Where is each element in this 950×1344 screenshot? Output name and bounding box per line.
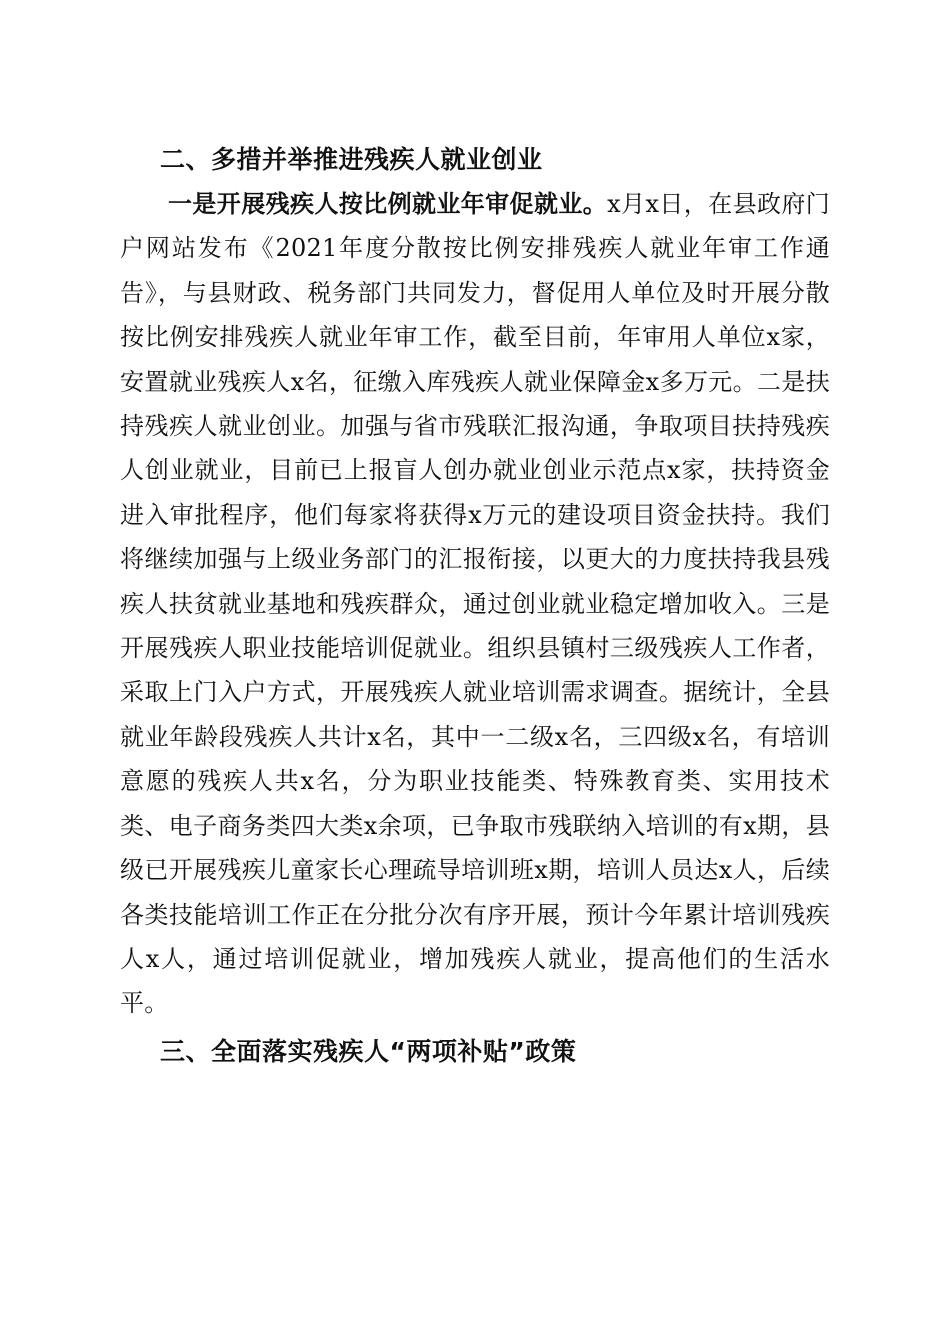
- paragraph-body-text: x月x日，在县政府门户网站发布《2021年度分散按比例安排残疾人就业年审工作通告》，与县财政、税务部门共同发力，督促用人单位及时开展分散按比例安排残疾人就业年审工作，截至目前，年审用人单位x家，安置就业残疾人x名，征缴入库残疾人就业保障金x多万元。二是扶持残疾人就业创业。加强与省市残联汇报沟通，争取项目扶持残疾人创业就业，目前已上报盲人创办就业创业示范点x家，扶持资金进入审批程序，他们每家将获得x万元的建设项目资金扶持。我们将继续加强与上级业务部门的汇报衔接，以更大的力度扶持我县残疾人扶贫就业基地和残疾群众，通过创业就业稳定增加收入。三是开展残疾人职业技能培训促就业。组织县镇村三级残疾人工作者，采取上门入户方式，开展残疾人就业培训需求调查。据统计，全县就业年龄段残疾人共计x名，其中一二级x名，三四级x名，有培训意愿的残疾人共x名，分为职业技能类、特殊教育类、实用技术类、电子商务类四大类x余项，已争取市残联纳入培训的有x期，县级已开展残疾儿童家长心理疏导培训班x期，培训人员达x人，后续各类技能培训工作正在分批分次有序开展，预计今年累计培训残疾人x人，通过培训促就业，增加残疾人就业，提高他们的生活水平。: [120, 190, 830, 1018]
- section-two-paragraph: [120, 182, 830, 1026]
- section-heading-three: 三、全面落实残疾人“两项补贴”政策: [160, 1036, 577, 1066]
- document-page: [120, 138, 830, 1074]
- section-heading-two: 二、多措并举推进残疾人就业创业: [160, 145, 543, 174]
- paragraph-lead-text: 一是开展残疾人按比例就业年审促就业。: [168, 190, 608, 218]
